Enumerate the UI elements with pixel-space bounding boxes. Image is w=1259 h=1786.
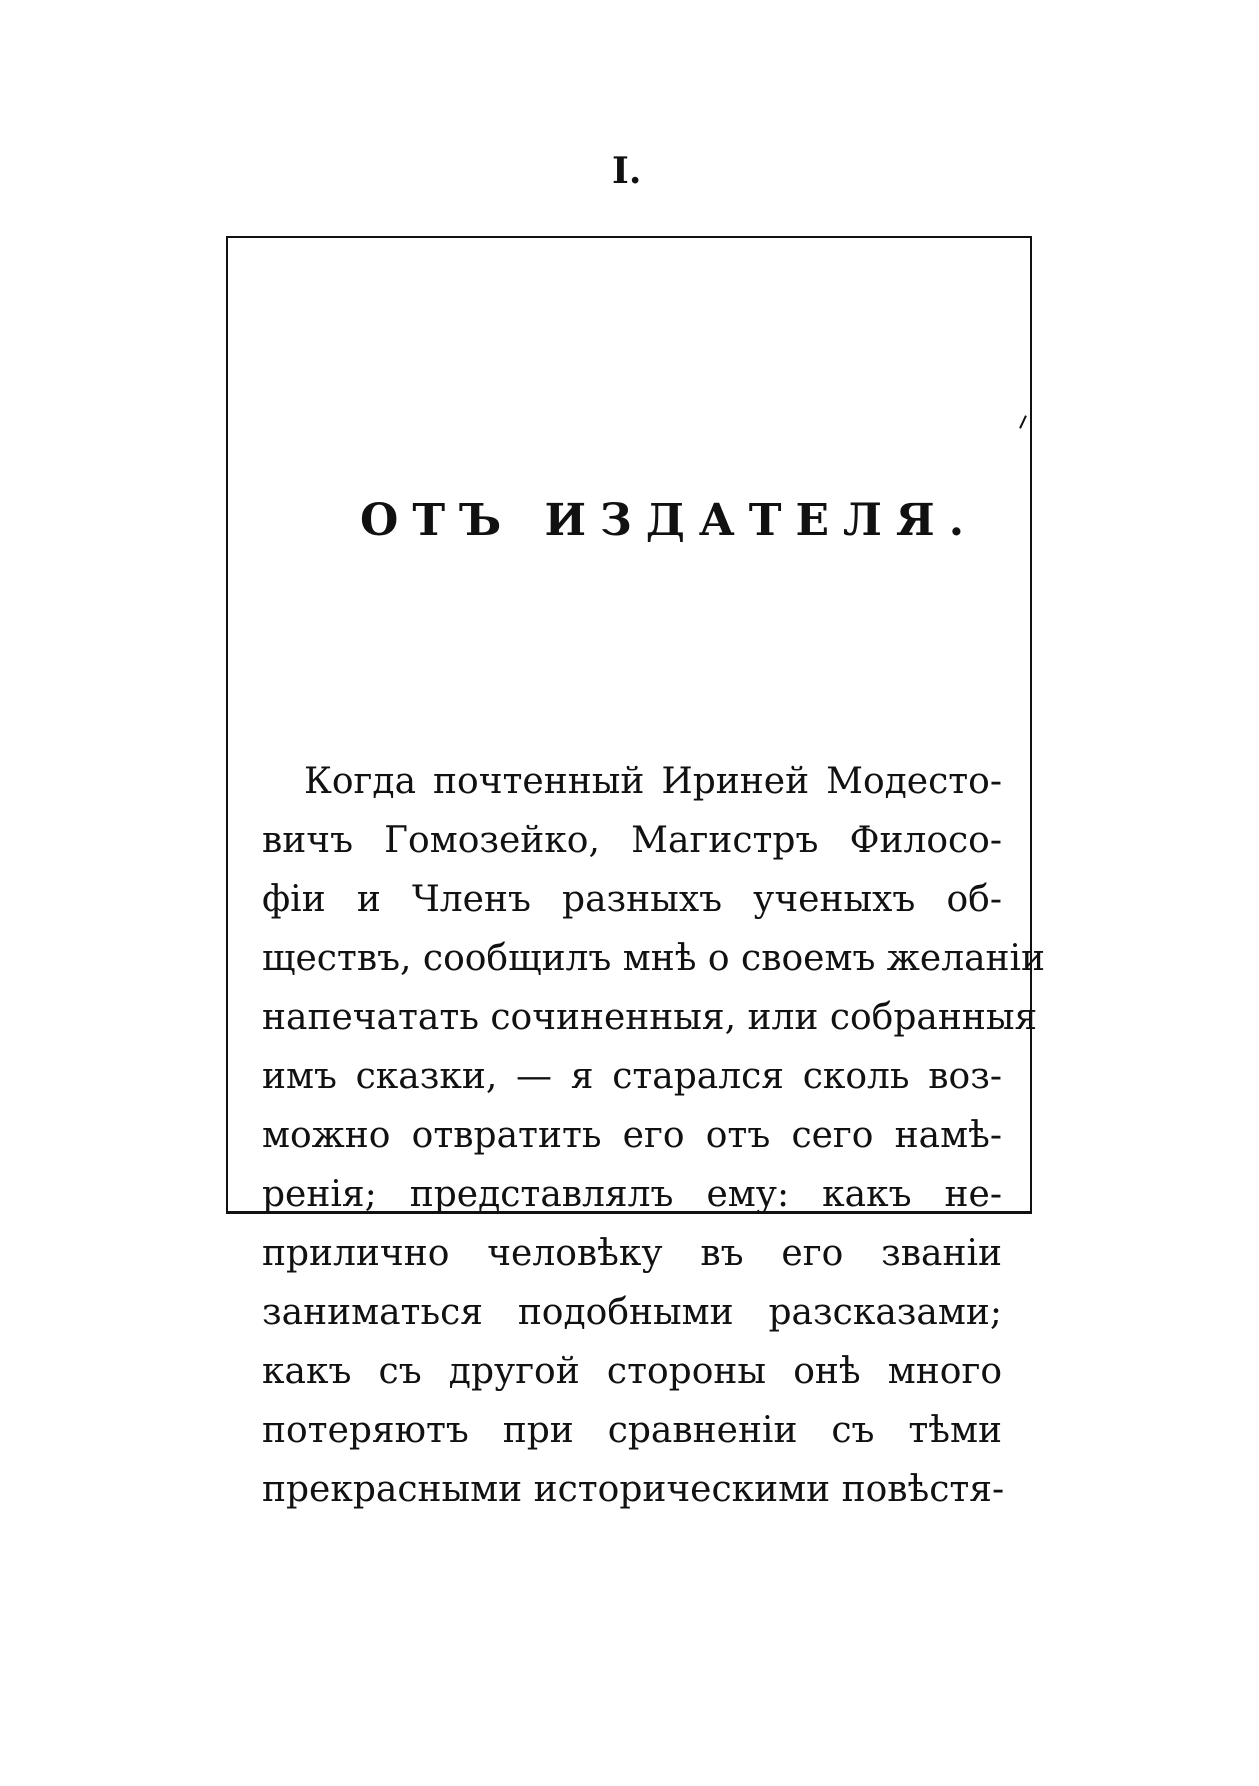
page-number: I. — [612, 150, 642, 192]
text-line: потеряютъ при сравненіи съ тѣми — [262, 1410, 1002, 1451]
text-line: можно отвратить его отъ сего намѣ- — [262, 1115, 1002, 1156]
text-line: вичъ Гомозейко, Магистръ Филосо- — [262, 820, 1002, 861]
text-line: ществъ, сообщилъ мнѣ о своемъ желаніи — [262, 938, 1046, 979]
text-line: ренія; представлялъ ему: какъ не- — [262, 1174, 1002, 1215]
text-line: заниматься подобными разсказами; — [262, 1292, 1002, 1333]
text-line: прекрасными историческими повѣстя- — [262, 1469, 1005, 1510]
section-title: ОТЪ ИЗДАТЕЛЯ. — [360, 495, 979, 546]
text-line: какъ съ другой стороны онѣ много — [262, 1351, 1002, 1392]
text-line: напечатать сочиненныя, или собранныя — [262, 997, 1038, 1038]
text-line: Когда почтенный Ириней Модесто- — [304, 761, 1002, 802]
body-text — [262, 752, 1046, 1519]
text-line: фіи и Членъ разныхъ ученыхъ об- — [262, 879, 1002, 920]
text-line: имъ сказки, — я старался сколь воз- — [262, 1056, 1002, 1097]
text-line: прилично человѣку въ его званіи — [262, 1233, 1002, 1274]
